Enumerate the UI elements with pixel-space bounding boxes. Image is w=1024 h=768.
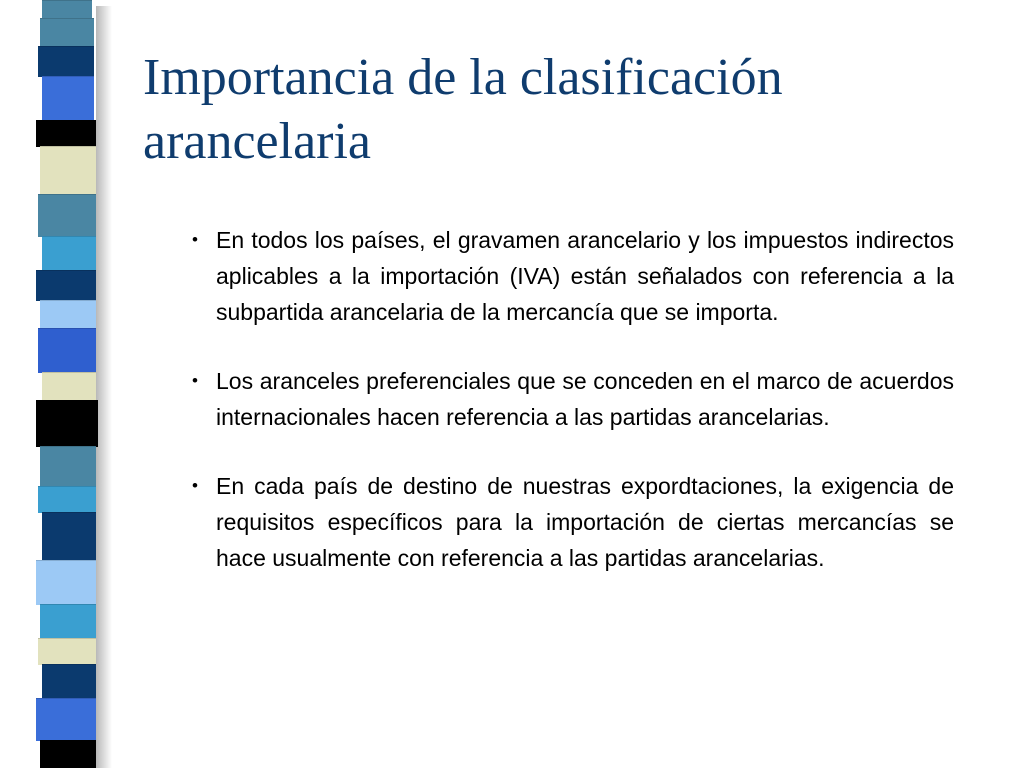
band-stripe: [36, 120, 96, 147]
band-stripe: [42, 372, 96, 401]
band-stripe: [36, 560, 96, 605]
band-stripe: [40, 300, 96, 329]
bullet-list: [190, 222, 954, 609]
bullet-item: [190, 222, 954, 330]
band-stripe: [40, 146, 96, 195]
bullet-text: En cada país de destino de nuestras expordtaciones, la exigencia de requisitos específicos para la importación de ciertas mercancías se hace usualmente con referencia a las partidas arancelarias.: [216, 473, 954, 571]
band-stripe: [40, 18, 94, 47]
band-shadow: [96, 6, 112, 768]
band-stripe: [38, 46, 94, 77]
bullet-text: Los aranceles preferenciales que se conceden en el marco de acuerdos internacionales hacen referencia a las partidas arancelarias.: [216, 368, 954, 430]
band-stripe: [36, 270, 96, 301]
band-stripe: [36, 400, 98, 447]
band-stripe: [38, 486, 96, 513]
band-stripe: [40, 740, 96, 768]
band-stripe: [40, 604, 96, 639]
band-stripe: [38, 328, 96, 373]
band-stripe: [36, 698, 96, 741]
band-stripe: [42, 664, 96, 699]
decorative-color-band: [34, 0, 98, 768]
bullet-marker: •: [192, 230, 198, 249]
bullet-marker: •: [192, 476, 198, 495]
band-stripe: [42, 512, 96, 561]
band-stripe: [42, 236, 96, 271]
slide-title: Importancia de la clasificación arancelaria: [143, 49, 783, 170]
band-stripe: [42, 76, 94, 121]
band-stripe: [42, 0, 92, 19]
band-stripe: [38, 194, 96, 237]
bullet-marker: •: [192, 371, 198, 390]
bullet-item: [190, 363, 954, 435]
bullet-item: [190, 468, 954, 576]
band-stripe: [38, 638, 96, 665]
bullet-text: En todos los países, el gravamen arancelario y los impuestos indirectos aplicables a la importación (IVA) están señalados con referencia a la subpartida arancelaria de la mercancía que se importa.: [216, 227, 954, 325]
band-stripe: [40, 446, 96, 487]
